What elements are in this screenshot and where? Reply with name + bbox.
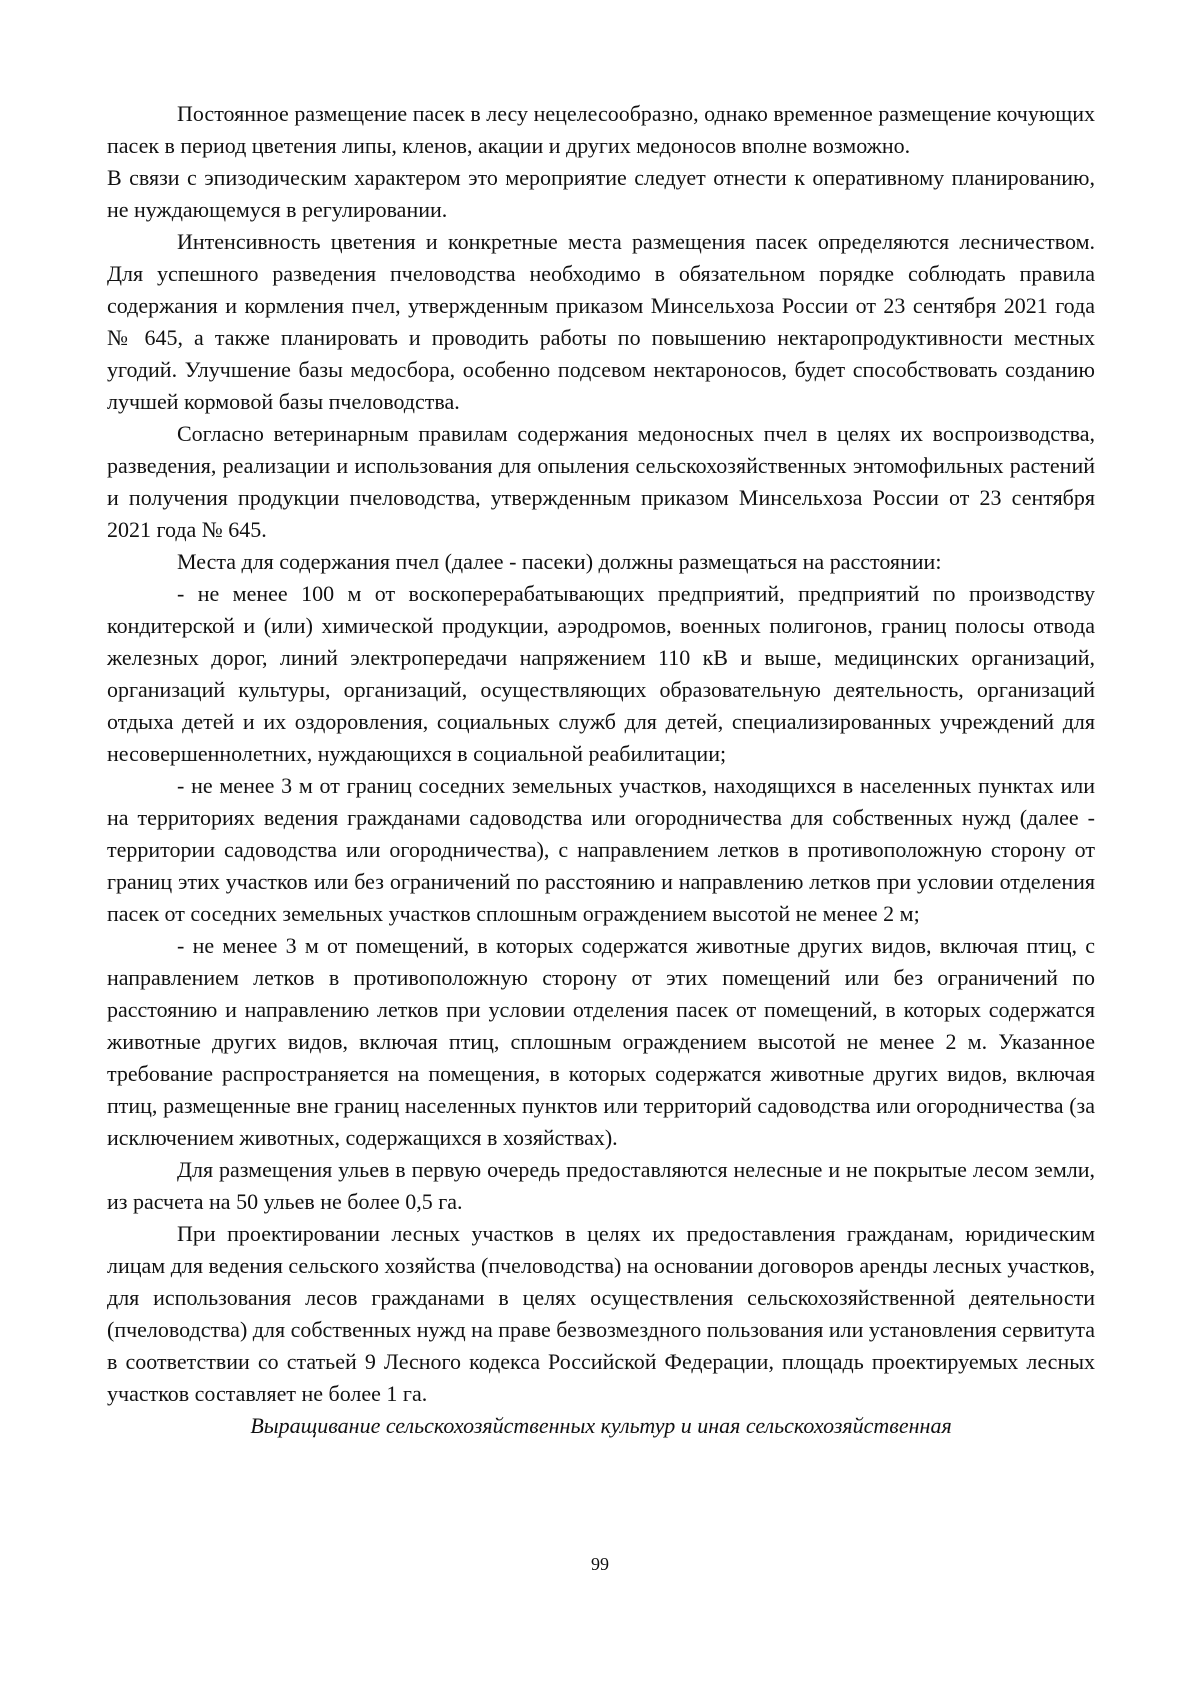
list-item-distance-3m-land-plots: - не менее 3 м от границ соседних земельных участков, находящихся в населенных пунктах или на территориях ведения гражданами садоводства или огородничества для собственных нужд (далее - территории садоводства или огородничества), с направлением летков в противоположную сторону от границ этих участков или без ограничений по расстоянию и направлению летков при условии отделения пасек от соседних земельных участков сплошным ограждением высотой не менее 2 м; — [107, 773, 1095, 926]
paragraph-flowering-intensity: Интенсивность цветения и конкретные места размещения пасек определяются лесничеством. Для успешного разведения пчеловодства необходимо в обязательном порядке соблюдать правила содержания и кормления пчел, утвержденным приказом Минсельхоза России от 23 сентября 2021 года № 645, а также планировать и проводить работы по повышению нектаропродуктивности местных угодий. Улучшение базы медосбора, особенно подсевом нектароносов, будет способствовать созданию лучшей кормовой базы пчеловодства. — [107, 229, 1095, 414]
paragraph-veterinary-rules: Согласно ветеринарным правилам содержания медоносных пчел в целях их воспроизводства, разведения, реализации и использования для опыления сельскохозяйственных энтомофильных растений и получения продукции пчеловодства, утвержденным приказом Минсельхоза России от 23 сентября 2021 года № 645. — [107, 421, 1095, 542]
paragraph-temporary-apiaries: Постоянное размещение пасек в лесу нецелесообразно, однако временное размещение кочующих пасек в период цветения липы, кленов, акации и других медоносов вполне возможно. — [107, 101, 1095, 158]
document-body — [107, 98, 1095, 1442]
paragraph-hive-placement: Для размещения ульев в первую очередь предоставляются нелесные и не покрытые лесом земли, из расчета на 50 ульев не более 0,5 га. — [107, 1157, 1095, 1214]
paragraph-operational-planning: В связи с эпизодическим характером это мероприятие следует отнести к оперативному планированию, не нуждающемуся в регулировании. — [107, 165, 1095, 222]
section-heading: Выращивание сельскохозяйственных культур и иная сельскохозяйственная — [250, 1413, 952, 1438]
paragraph-forest-plot-design: При проектировании лесных участков в целях их предоставления гражданам, юридическим лицам для ведения сельского хозяйства (пчеловодства) на основании договоров аренды лесных участков, для использования лесов гражданами в целях осуществления сельскохозяйственной деятельности (пчеловодства) для собственных нужд на праве безвозмездного пользования или установления сервитута в соответствии со статьей 9 Лесного кодекса Российской Федерации, площадь проектируемых лесных участков составляет не более 1 га. — [107, 1221, 1095, 1406]
list-item-distance-100m: - не менее 100 м от воскоперерабатывающих предприятий, предприятий по производству кондитерской и (или) химической продукции, аэродромов, военных полигонов, границ полосы отвода железных дорог, линий электропередачи напряжением 110 кВ и выше, медицинских организаций, организаций культуры, организаций, осуществляющих образовательную деятельность, организаций отдыха детей и их оздоровления, социальных служб для детей, специализированных учреждений для несовершеннолетних, нуждающихся в социальной реабилитации; — [107, 581, 1095, 766]
page-number: 99 — [591, 1554, 609, 1574]
list-item-distance-3m-animal-premises: - не менее 3 м от помещений, в которых содержатся животные других видов, включая птиц, с направлением летков в противоположную сторону от этих помещений или без ограничений по расстоянию и направлению летков при условии отделения пасек от помещений, в которых содержатся животные других видов, включая птиц, сплошным ограждением высотой не менее 2 м. Указанное требование распространяется на помещения, в которых содержатся животные других видов, включая птиц, размещенные вне границ населенных пунктов или территорий садоводства или огородничества (за исключением животных, содержащихся в хозяйствах). — [107, 933, 1095, 1150]
paragraph-apiary-distances-intro: Места для содержания пчел (далее - пасеки) должны размещаться на расстоянии: — [177, 549, 942, 574]
